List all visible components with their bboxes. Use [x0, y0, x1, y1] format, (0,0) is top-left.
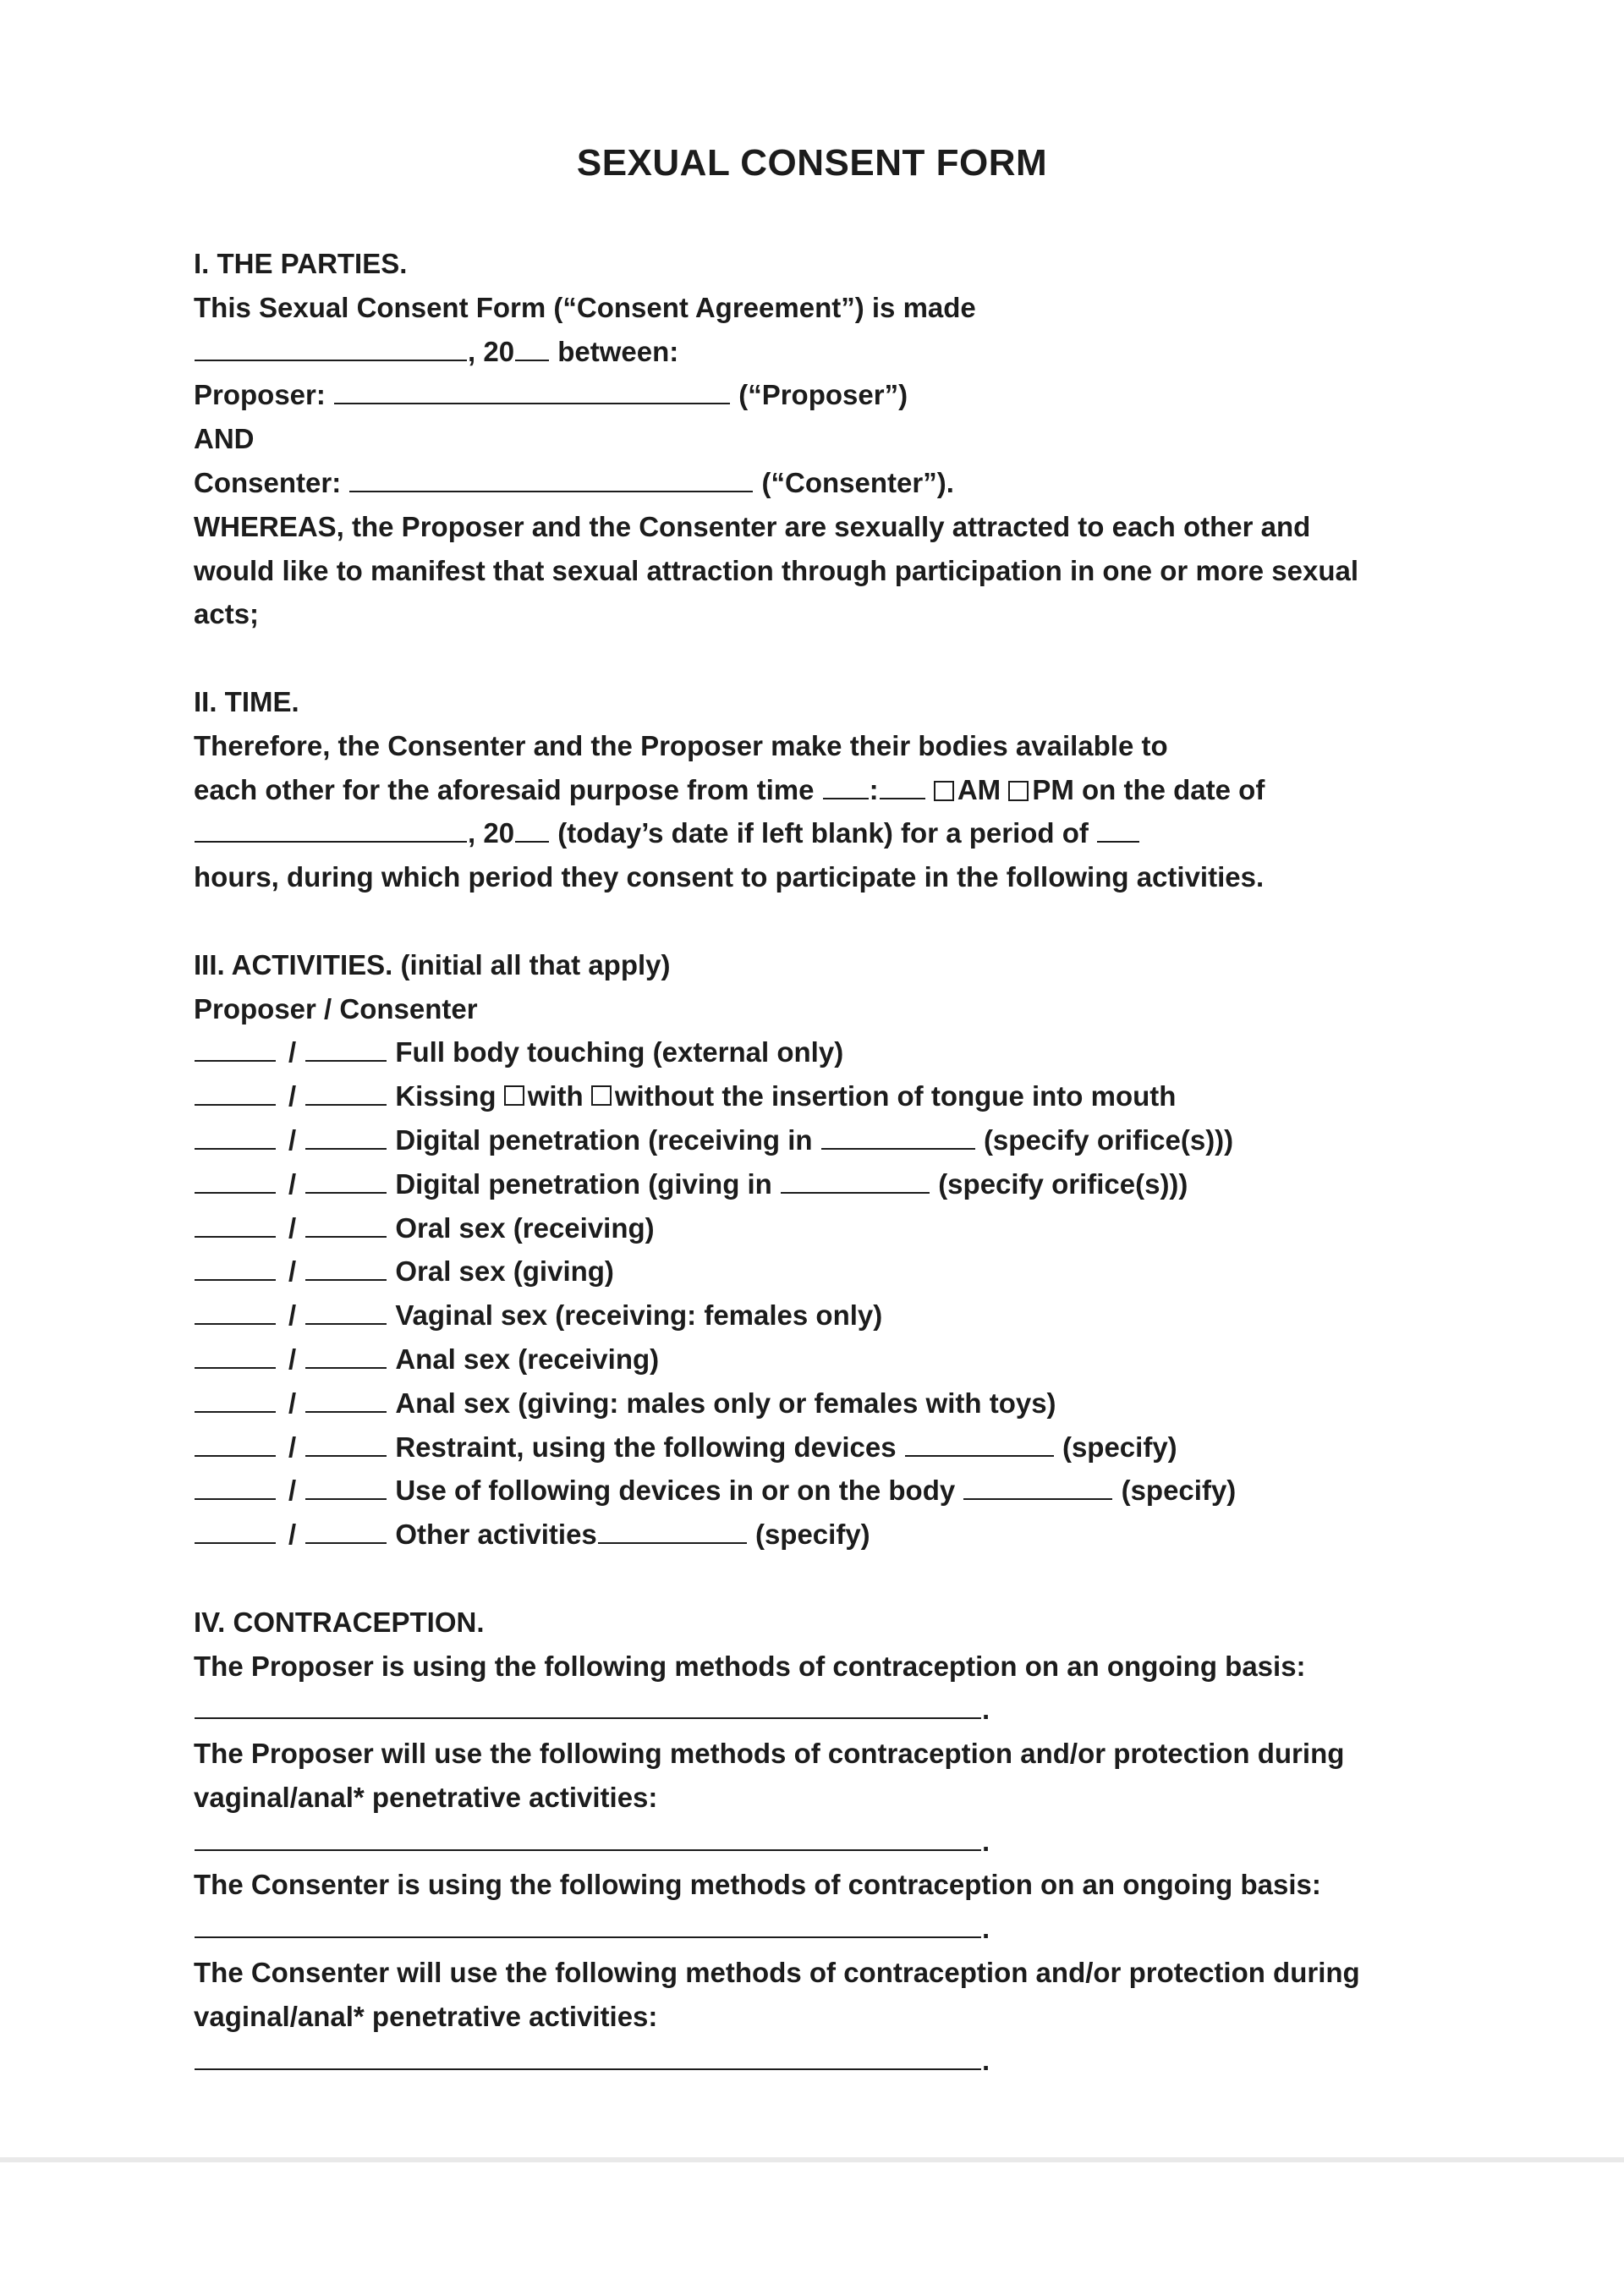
consenter-line: Consenter: (“Consenter”). — [194, 461, 1462, 505]
kissing-with-checkbox[interactable] — [504, 1085, 524, 1106]
consenter-during-text-1: The Consenter will use the following methods of contraception and/or protection during — [194, 1957, 1360, 1989]
proposer-during-text-1: The Proposer will use the following methods of contraception and/or protection during — [194, 1738, 1345, 1770]
proposer-initial-blank[interactable] — [195, 1384, 276, 1413]
agreement-date-blank[interactable] — [195, 332, 467, 361]
consenter-initial-blank[interactable] — [305, 1471, 387, 1500]
activity-row: / Anal sex (giving: males only or females with toys) — [194, 1381, 1462, 1425]
proposer-initial-blank[interactable] — [195, 1340, 276, 1369]
activity-row-devices: / Use of following devices in or on the body (specify) — [194, 1469, 1462, 1513]
proposer-initial-blank[interactable] — [195, 1252, 276, 1281]
consenter-during-text-2: vaginal/anal* penetrative activities: — [194, 2000, 658, 2032]
activity-row: / Anal sex (receiving) — [194, 1337, 1462, 1381]
whereas-line-3: acts; — [194, 598, 260, 630]
whereas-line-1: WHEREAS, the Proposer and the Consenter are sexually attracted to each other and — [194, 510, 1311, 542]
consenter-initial-blank[interactable] — [305, 1209, 387, 1238]
consenter-initial-blank[interactable] — [305, 1165, 387, 1194]
hour-blank[interactable] — [823, 771, 869, 799]
proposer-line: Proposer: (“Proposer”) — [194, 373, 1462, 417]
proposer-initial-blank[interactable] — [195, 1165, 276, 1194]
proposer-initial-blank[interactable] — [195, 1471, 276, 1500]
proposer-initial-blank[interactable] — [195, 1296, 276, 1325]
proposer-initial-blank[interactable] — [195, 1428, 276, 1457]
other-activities-blank[interactable] — [598, 1515, 747, 1544]
orifice-receiving-blank[interactable] — [821, 1121, 975, 1150]
time-line-3: , 20 (today’s date if left blank) for a period of — [194, 811, 1462, 855]
agreement-year-blank[interactable] — [515, 332, 549, 361]
activity-row: / Oral sex (receiving) — [194, 1206, 1462, 1250]
form-body: I. THE PARTIES. This Sexual Consent Form (“Consent Agreement”) is made , 20 between: Proposer: (“Proposer”) AND Consenter: (“Consenter”). WHEREAS, the Proposer and the Consenter are sexually attracted to each other and would like to manifest that sexual attraction through participation in one or more sexual acts; II. TIME. Therefore, the Consenter and the Proposer make their bodies available to each other for the aforesaid purpose from time : AM PM on the date of , 20 (today’s date if left blank) for a period of hours, during which period they consent to participate in the following activities. III. ACTIVITIES. (initial all that apply) Proposer / Consenter / Full body touching (external only) / Kissing with without the insertion of tongue into mouth / Digital penetration (receiving in (specify orifice(s))) / Digital penetration (giving in (specify orifice(s))) / Oral sex (receiving) / Oral sex (giving) / Vaginal sex (receiving: females only) / Anal sex (receiving) / Anal sex (giving: males only or females with toys) / Restraint, using the following devices (specify) / Use of following devices in or on the body (specify) / Other activities (specify) IV. CONTRACEPTION. The Proposer is using the following methods of contraception on an ongoing basis: . The Proposer will use the following methods of contraception and/or protection during vaginal/anal* penetrative activities: . The Consenter is using the following methods of contraception on an ongoing basis: . The Consenter will use the following methods of contraception and/or protection during vaginal/anal* penetrative activities: . — [194, 242, 1462, 2082]
and-line: AND — [194, 423, 255, 455]
hours-blank[interactable] — [1097, 814, 1139, 843]
consenter-initial-blank[interactable] — [305, 1077, 387, 1106]
activities-heading: III. ACTIVITIES. (initial all that apply) — [194, 948, 671, 980]
activity-row: / Vaginal sex (receiving: females only) — [194, 1294, 1462, 1337]
contraception-heading: IV. CONTRACEPTION. — [194, 1606, 485, 1638]
consenter-initial-blank[interactable] — [305, 1428, 387, 1457]
time-line-1: Therefore, the Consenter and the Proposer make their bodies available to — [194, 729, 1168, 761]
consenter-initial-blank[interactable] — [305, 1515, 387, 1544]
time-year-blank[interactable] — [515, 814, 549, 843]
consenter-during-blank[interactable] — [195, 2041, 981, 2070]
consenter-initial-blank[interactable] — [305, 1340, 387, 1369]
time-line-2: each other for the aforesaid purpose from time : AM PM on the date of — [194, 768, 1462, 812]
activities-columns: Proposer / Consenter — [194, 992, 478, 1024]
orifice-giving-blank[interactable] — [781, 1165, 930, 1194]
proposer-initial-blank[interactable] — [195, 1033, 276, 1062]
time-date-blank[interactable] — [195, 814, 467, 843]
am-checkbox[interactable] — [934, 781, 954, 801]
consenter-initial-blank[interactable] — [305, 1033, 387, 1062]
parties-heading: I. THE PARTIES. — [194, 248, 408, 279]
consenter-name-blank[interactable] — [349, 464, 753, 492]
activity-row: / Oral sex (giving) — [194, 1250, 1462, 1294]
page-title: SEXUAL CONSENT FORM — [576, 142, 1048, 184]
pm-checkbox[interactable] — [1008, 781, 1029, 801]
activity-row-digital-receiving: / Digital penetration (receiving in (specify orifice(s))) — [194, 1118, 1462, 1162]
proposer-initial-blank[interactable] — [195, 1121, 276, 1150]
proposer-during-text-2: vaginal/anal* penetrative activities: — [194, 1781, 658, 1813]
activity-row: / Full body touching (external only) — [194, 1030, 1462, 1074]
whereas-line-2: would like to manifest that sexual attraction through participation in one or more sexual — [194, 554, 1359, 586]
time-heading: II. TIME. — [194, 685, 299, 717]
proposer-ongoing-blank[interactable] — [195, 1690, 981, 1719]
agreement-date-line: , 20 between: — [194, 330, 1462, 374]
consenter-initial-blank[interactable] — [305, 1252, 387, 1281]
activity-row-other: / Other activities (specify) — [194, 1513, 1462, 1557]
proposer-ongoing-text: The Proposer is using the following methods of contraception on an ongoing basis: — [194, 1650, 1306, 1682]
activity-row-kissing: / Kissing with without the insertion of tongue into mouth — [194, 1074, 1462, 1118]
made-line: This Sexual Consent Form (“Consent Agreement”) is made — [194, 291, 976, 323]
page-bottom-divider — [0, 2157, 1624, 2285]
time-line-4: hours, during which period they consent to participate in the following activities. — [194, 861, 1265, 893]
proposer-initial-blank[interactable] — [195, 1515, 276, 1544]
consenter-initial-blank[interactable] — [305, 1384, 387, 1413]
body-devices-blank[interactable] — [963, 1471, 1112, 1500]
consenter-initial-blank[interactable] — [305, 1121, 387, 1150]
consenter-initial-blank[interactable] — [305, 1296, 387, 1325]
kissing-without-checkbox[interactable] — [591, 1085, 612, 1106]
proposer-name-blank[interactable] — [334, 376, 730, 404]
proposer-initial-blank[interactable] — [195, 1209, 276, 1238]
activity-row-digital-giving: / Digital penetration (giving in (specify orifice(s))) — [194, 1162, 1462, 1206]
consenter-ongoing-blank[interactable] — [195, 1909, 981, 1938]
activity-row-restraint: / Restraint, using the following devices (specify) — [194, 1425, 1462, 1469]
minute-blank[interactable] — [880, 771, 925, 799]
proposer-during-blank[interactable] — [195, 1822, 981, 1851]
proposer-initial-blank[interactable] — [195, 1077, 276, 1106]
restraint-devices-blank[interactable] — [905, 1428, 1054, 1457]
consenter-ongoing-text: The Consenter is using the following methods of contraception on an ongoing basis: — [194, 1869, 1321, 1901]
